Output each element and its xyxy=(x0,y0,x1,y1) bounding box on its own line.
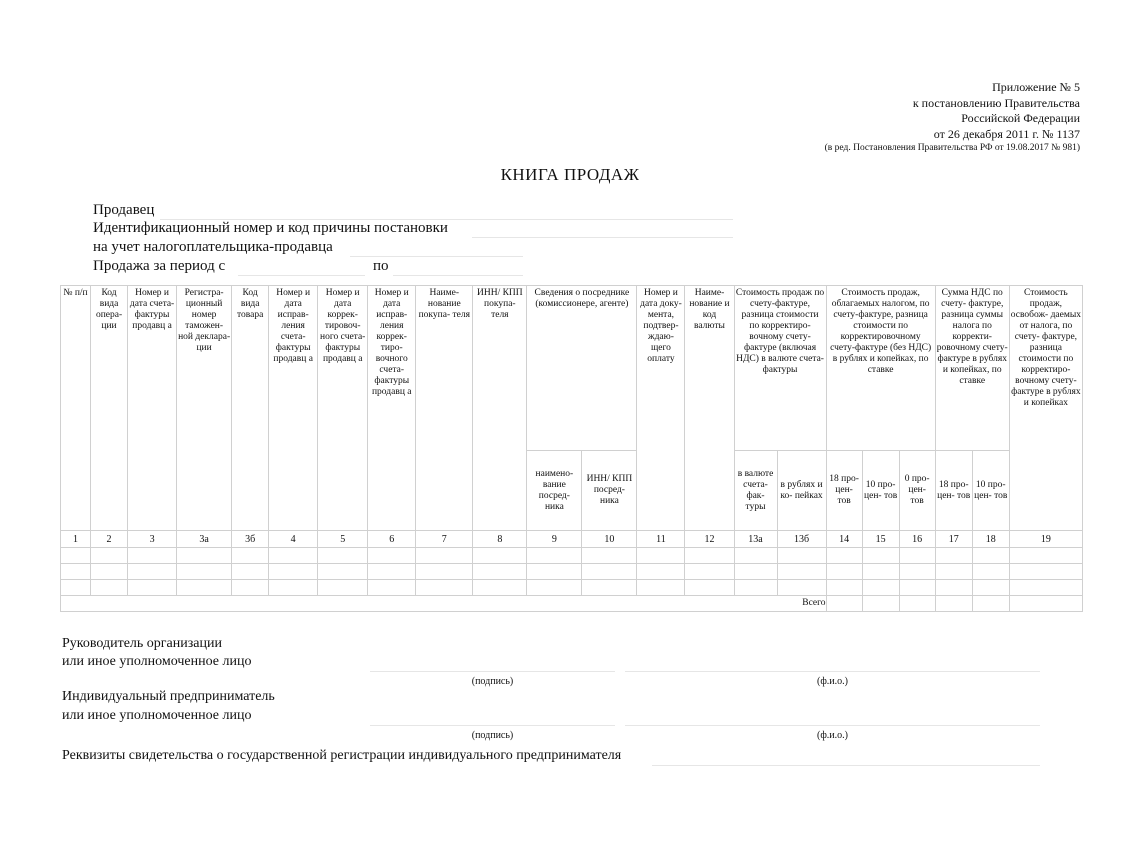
table-cell[interactable] xyxy=(972,548,1009,564)
column-number: 4 xyxy=(269,531,318,548)
table-cell[interactable] xyxy=(734,548,777,564)
column-number: 11 xyxy=(637,531,685,548)
table-cell[interactable] xyxy=(582,564,637,580)
requisites-field[interactable] xyxy=(652,765,1040,766)
header-c3: Номер и дата счета- фактуры продавц а xyxy=(128,286,177,531)
table-cell[interactable] xyxy=(734,564,777,580)
fio-caption: (ф.и.о.) xyxy=(817,730,848,741)
table-cell[interactable] xyxy=(61,564,91,580)
table-cell[interactable] xyxy=(935,548,972,564)
table-cell[interactable] xyxy=(128,548,177,564)
column-number: 16 xyxy=(899,531,935,548)
ip-signature-line[interactable] xyxy=(370,725,615,726)
annex-line: Приложение № 5 xyxy=(992,80,1080,94)
table-cell[interactable] xyxy=(862,564,899,580)
inn-kpp-label-2: на учет налогоплательщика-продавца xyxy=(93,239,333,255)
table-cell[interactable] xyxy=(972,580,1009,596)
column-number: 10 xyxy=(582,531,637,548)
table-cell[interactable] xyxy=(637,580,685,596)
table-cell[interactable] xyxy=(318,580,368,596)
header-c3b: Код вида товара xyxy=(232,286,269,531)
ip-label-2: или иное уполномоченное лицо xyxy=(62,708,252,723)
table-cell[interactable] xyxy=(269,564,318,580)
table-cell[interactable] xyxy=(416,548,473,564)
header-c13a: в валюте счета- фак- туры xyxy=(734,451,777,531)
table-cell[interactable] xyxy=(972,596,1009,612)
annex-line: Российской Федерации xyxy=(961,111,1080,125)
column-number: 17 xyxy=(935,531,972,548)
table-cell[interactable] xyxy=(232,564,269,580)
header-c3a: Регистра- ционный номер таможен- ной деклара- ции xyxy=(177,286,232,531)
table-row xyxy=(61,580,1083,596)
header-c6: Номер и дата исправ- ления коррек- тиро- вочного счета- фактуры продавц а xyxy=(368,286,416,531)
table-cell[interactable] xyxy=(269,548,318,564)
header-c15: 10 про- цен- тов xyxy=(862,451,899,531)
table-cell[interactable] xyxy=(637,564,685,580)
table-cell[interactable] xyxy=(826,564,862,580)
table-cell[interactable] xyxy=(935,596,972,612)
table-cell[interactable] xyxy=(826,596,862,612)
header-c18: 10 про- цен- тов xyxy=(972,451,1009,531)
table-cell[interactable] xyxy=(318,548,368,564)
header-c16: 0 про- цен- тов xyxy=(899,451,935,531)
column-number: 15 xyxy=(862,531,899,548)
table-cell[interactable] xyxy=(582,548,637,564)
column-number: 13б xyxy=(777,531,826,548)
table-cell[interactable] xyxy=(232,580,269,596)
column-number: 1 xyxy=(61,531,91,548)
column-number: 18 xyxy=(972,531,1009,548)
head-fio-line[interactable] xyxy=(625,671,1040,672)
table-cell[interactable] xyxy=(734,580,777,596)
column-number: 6 xyxy=(368,531,416,548)
table-cell[interactable] xyxy=(177,548,232,564)
table-cell[interactable] xyxy=(128,564,177,580)
column-number: 3б xyxy=(232,531,269,548)
header-c9: наимено- вание посред- ника xyxy=(527,451,582,531)
column-number: 19 xyxy=(1009,531,1082,548)
table-cell[interactable] xyxy=(91,548,128,564)
table-row xyxy=(61,564,1083,580)
table-cell[interactable] xyxy=(318,564,368,580)
head-label-1: Руководитель организации xyxy=(62,636,222,651)
table-cell[interactable] xyxy=(862,548,899,564)
table-cell[interactable] xyxy=(473,548,527,564)
table-cell[interactable] xyxy=(1009,564,1082,580)
column-number: 3а xyxy=(177,531,232,548)
column-number: 2 xyxy=(91,531,128,548)
sales-book-table xyxy=(60,285,1083,612)
head-signature-line[interactable] xyxy=(370,671,615,672)
table-cell[interactable] xyxy=(61,548,91,564)
period-from-label: Продажа за период с xyxy=(93,258,226,274)
column-number-row xyxy=(61,531,1083,548)
table-cell[interactable] xyxy=(826,548,862,564)
edition-note: (в ред. Постановления Правительства РФ от 19.08.2017 № 981) xyxy=(824,143,1080,153)
column-number: 3 xyxy=(128,531,177,548)
column-number: 5 xyxy=(318,531,368,548)
column-number: 9 xyxy=(527,531,582,548)
annex-line: к постановлению Правительства xyxy=(912,95,1080,110)
column-number: 7 xyxy=(416,531,473,548)
table-cell[interactable] xyxy=(685,564,734,580)
header-c14-16: Стоимость продаж, облагаемых налогом, по счету-фактуре, разница стоимости по корректировочному счету-фактуре (без НДС) в рублях и копейках, по ставке xyxy=(826,286,935,451)
period-from-field[interactable] xyxy=(238,275,365,276)
table-cell[interactable] xyxy=(91,580,128,596)
table-cell[interactable] xyxy=(777,548,826,564)
header-c12: Наиме- нование и код валюты xyxy=(685,286,734,531)
column-number: 13а xyxy=(734,531,777,548)
head-label-2: или иное уполномоченное лицо xyxy=(62,654,252,669)
header-c14: 18 про- цен- тов xyxy=(826,451,862,531)
table-cell[interactable] xyxy=(1009,580,1082,596)
table-cell[interactable] xyxy=(416,564,473,580)
header-c19: Стоимость продаж, освобож- даемых от налога, по счету- фактуре, разница стоимости по корректиро- вочному счету- фактуре в рублях и копейках xyxy=(1009,286,1082,531)
table-cell[interactable] xyxy=(473,580,527,596)
header-c17-18: Сумма НДС по счету- фактуре, разница суммы налога по корректи- ровочному счету- фактуре в рублях и копейках, по ставке xyxy=(935,286,1009,451)
header-c13b: в рублях и ко- пейках xyxy=(777,451,826,531)
table-cell[interactable] xyxy=(368,548,416,564)
header-c7: Наиме- нование покупа- теля xyxy=(416,286,473,531)
annex-block xyxy=(913,80,1080,142)
header-c4: Номер и дата исправ- ления счета- фактуры продавц а xyxy=(269,286,318,531)
column-number: 14 xyxy=(826,531,862,548)
table-cell[interactable] xyxy=(128,580,177,596)
table-cell[interactable] xyxy=(269,580,318,596)
table-cell[interactable] xyxy=(777,564,826,580)
column-number: 12 xyxy=(685,531,734,548)
header-c2: Код вида опера- ции xyxy=(91,286,128,531)
table-cell[interactable] xyxy=(232,548,269,564)
table-cell[interactable] xyxy=(637,548,685,564)
table-cell[interactable] xyxy=(91,564,128,580)
header-c5: Номер и дата коррек- тировоч- ного счета- фактуры продавц а xyxy=(318,286,368,531)
header-c1: № п/п xyxy=(61,286,91,531)
header-c8: ИНН/ КПП покупа- теля xyxy=(473,286,527,531)
table-cell[interactable] xyxy=(899,564,935,580)
table-cell[interactable] xyxy=(972,564,1009,580)
table-cell[interactable] xyxy=(527,580,582,596)
period-to-label: по xyxy=(373,258,389,274)
table-cell[interactable] xyxy=(899,596,935,612)
period-to-field[interactable] xyxy=(393,275,523,276)
header-c17: 18 про- цен- тов xyxy=(935,451,972,531)
signature-caption: (подпись) xyxy=(471,676,514,687)
signature-caption: (подпись) xyxy=(471,730,514,741)
ip-label-1: Индивидуальный предприниматель xyxy=(62,689,275,704)
fio-caption: (ф.и.о.) xyxy=(817,676,848,687)
inn-kpp-field-1[interactable] xyxy=(472,237,733,238)
ip-fio-line[interactable] xyxy=(625,725,1040,726)
column-number: 8 xyxy=(473,531,527,548)
table-cell[interactable] xyxy=(862,596,899,612)
table-cell[interactable] xyxy=(368,564,416,580)
inn-kpp-label-1: Идентификационный номер и код причины постановки xyxy=(93,220,448,236)
total-label: Всего xyxy=(61,596,827,612)
table-cell[interactable] xyxy=(777,580,826,596)
table-cell[interactable] xyxy=(935,564,972,580)
table-cell[interactable] xyxy=(899,580,935,596)
table-cell[interactable] xyxy=(368,580,416,596)
table-cell[interactable] xyxy=(899,548,935,564)
table-cell[interactable] xyxy=(582,580,637,596)
annex-line: от 26 декабря 2011 г. № 1137 xyxy=(933,126,1080,141)
header-c13: Стоимость продаж по счету-фактуре, разница стоимости по корректиро- вочному счету- фактуре (включая НДС) в валюте счета-фактуры xyxy=(734,286,826,451)
table-cell[interactable] xyxy=(527,564,582,580)
total-row xyxy=(61,596,1083,612)
header-c10: ИНН/ КПП посред- ника xyxy=(582,451,637,531)
table-row xyxy=(61,548,1083,564)
table-cell[interactable] xyxy=(416,580,473,596)
header-c11: Номер и дата доку- мента, подтвер- ждаю- щего оплату xyxy=(637,286,685,531)
table-cell[interactable] xyxy=(826,580,862,596)
table-cell[interactable] xyxy=(1009,548,1082,564)
requisites-label: Реквизиты свидетельства о государственной регистрации индивидуального предпринимателя xyxy=(62,748,622,763)
table-cell[interactable] xyxy=(177,580,232,596)
table-cell[interactable] xyxy=(685,548,734,564)
seller-label: Продавец xyxy=(93,202,155,218)
table-cell[interactable] xyxy=(177,564,232,580)
table-cell[interactable] xyxy=(473,564,527,580)
table-cell[interactable] xyxy=(1009,596,1082,612)
table-cell[interactable] xyxy=(862,580,899,596)
header-c9-10: Сведения о посреднике (комиссионере, агенте) xyxy=(527,286,637,451)
table-cell[interactable] xyxy=(935,580,972,596)
table-cell[interactable] xyxy=(685,580,734,596)
page-title: КНИГА ПРОДАЖ xyxy=(500,165,640,184)
table-cell[interactable] xyxy=(527,548,582,564)
table-cell[interactable] xyxy=(61,580,91,596)
